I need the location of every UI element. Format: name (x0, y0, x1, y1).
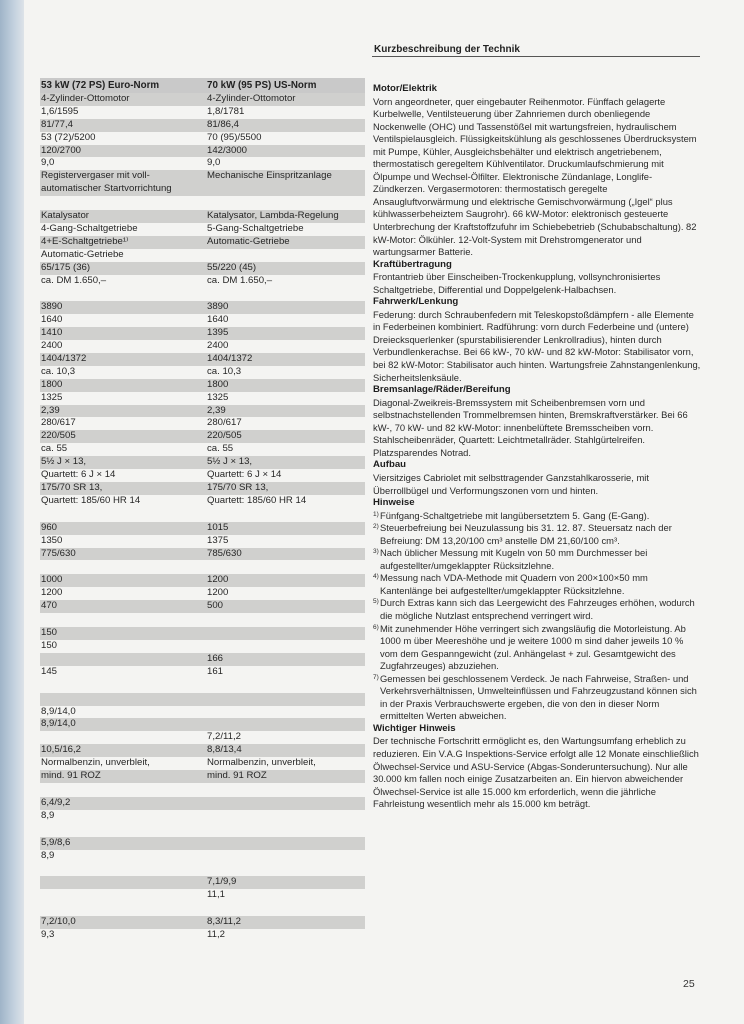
hinweise-heading: Hinweise (373, 497, 415, 509)
cell-euro: Automatic-Getriebe (41, 248, 124, 260)
table-row (40, 132, 365, 145)
cell-euro: 1404/1372 (41, 353, 87, 365)
cell-euro: 470 (41, 600, 58, 612)
cell-us: ca. DM 1.650,– (207, 274, 273, 286)
spec-table-header (40, 78, 365, 93)
cell-euro: 81/77,4 (41, 118, 74, 130)
cell-us: 11,1 (207, 889, 225, 901)
cell-euro: 280/617 (41, 417, 76, 429)
footnote-number: 2) (373, 523, 379, 531)
table-row (40, 443, 365, 456)
cell-euro: Normalbenzin, unverbleit, (41, 757, 150, 769)
header-us-norm: 70 kW (95 PS) US-Norm (207, 80, 317, 91)
page-binding-edge (0, 0, 26, 1024)
cell-euro: 5,9/8,6 (41, 836, 71, 848)
table-row (40, 314, 365, 327)
table-row (40, 495, 365, 508)
table-row (40, 770, 365, 783)
spec-table-rows (40, 93, 365, 942)
table-row (40, 744, 365, 757)
cell-us: 7,1/9,9 (207, 876, 237, 888)
cell-us: 1015 (207, 521, 229, 533)
cell-euro: 150 (41, 627, 58, 639)
cell-us (207, 706, 365, 719)
table-spacer (40, 196, 365, 210)
cell-us (207, 718, 365, 731)
cell-us: mind. 91 ROZ (207, 769, 267, 781)
cell-us: Quartett: 6 J × 14 (207, 469, 282, 481)
cell-euro: 1350 (41, 534, 63, 546)
footnote (373, 522, 703, 547)
table-row (40, 469, 365, 482)
cell-us: 161 (207, 665, 224, 677)
section-body: Vorn angeordneter, quer eingebauter Reihenmotor. Fünffach gelagerte Kurbelwelle, Ventilsteuerung über Zahnriemen durch obenliegende Nockenwelle (OHC) und Tassenstößel mit wartungsfreien, hydraulischem Ventilspielausgleich. Flüssigkeitskühlung als geschlossenes Überdrucksystem mit Pumpe, Kühler, Ausgleichsbehälter und elektrisch angetriebenem, thermostatisch geregeltem Kühlventilator. Druckumlaufschmierung mit Ölpumpe und Wechsel-Ölfilter. Elektronische Zündanlage, Longlife-Zündkerzen. Vergasermotoren: thermostatisch geregelte Ansaugluftvorwärmung und elektrische Gemischvorwärmung („Igel“ plus kühlwasserbeheiztem Saugrohr). 66 kW-Motor: elektronisch gesteuerte Unterbrechung der Kraftstoffzufuhr im Schiebebetrieb (Schubabschaltung). 82 kW-Motor: Ölkühler. 12-Volt-System mit Drehstromgenerator und wartungsarmer Batterie. (373, 95, 697, 258)
footnote-text: Mit zunehmender Höhe verringert sich zwangsläufig die Motorleistung. Ab 1000 m über Meereshöhe und je weitere 1000 m sind daher jeweils 10 % vom dem Gespanngewicht (zul. Anhängelast + zul. Gesamtgewicht des Zugfahrzeuges) abzuziehen. (380, 622, 686, 672)
cell-us (207, 640, 365, 653)
cell-us: 1325 (207, 391, 229, 403)
cell-euro: ca. 55 (41, 443, 68, 455)
table-row (40, 183, 365, 196)
table-row (40, 522, 365, 535)
cell-us: 280/617 (207, 417, 242, 429)
wichtiger-hinweis-body: Der technische Fortschritt ermöglicht es, den Wartungsumfang erheblich zu reduzieren. Ein V.A.G Inspektions-Service erfolgt alle 12 Monate einschließlich Ölwechsel-Service und ASU-Service (Abgas-Sonderuntersuchung). Nur alle 30.000 km fallen noch einige Zusatzarbeiten an. Ein hiervon abweichender Ölwechsel-Service ist alle 15.000 km erforderlich, wenn die jährliche Fahrleistung wesentlich mehr als 15.000 km beträgt. (373, 735, 699, 810)
cell-euro: 175/70 SR 13, (41, 481, 103, 493)
cell-euro: 8,9 (41, 809, 55, 821)
cell-us (207, 693, 365, 706)
table-row (40, 106, 365, 119)
cell-euro: 960 (41, 521, 58, 533)
cell-us: 220/505 (207, 430, 242, 442)
table-row (40, 249, 365, 262)
cell-us: 1800 (207, 378, 229, 390)
footnote-text: Fünfgang-Schaltgetriebe mit langübersetztem 5. Gang (E-Gang). (380, 509, 650, 521)
cell-euro: 2,39 (41, 404, 60, 416)
cell-us (207, 249, 365, 262)
cell-euro: 1,6/1595 (41, 105, 79, 117)
table-row (40, 223, 365, 236)
table-spacer (40, 613, 365, 627)
table-row (40, 275, 365, 288)
table-row (40, 353, 365, 366)
table-spacer (40, 679, 365, 693)
cell-us: 3890 (207, 301, 229, 313)
footnote (373, 510, 703, 523)
cell-us: ca. 55 (207, 443, 234, 455)
cell-us: 8,3/11,2 (207, 916, 241, 928)
cell-us: 500 (207, 600, 224, 612)
table-row (40, 301, 365, 314)
table-row (40, 535, 365, 548)
table-row (40, 392, 365, 405)
table-row (40, 366, 365, 379)
cell-euro: 145 (41, 665, 58, 677)
section-title: Kurzbeschreibung der Technik (374, 44, 520, 55)
table-row (40, 157, 365, 170)
cell-us: 2,39 (207, 404, 226, 416)
table-row (40, 236, 365, 249)
cell-euro: 8,9/14,0 (41, 705, 76, 717)
table-row (40, 757, 365, 770)
table-row (40, 640, 365, 653)
cell-euro: 1200 (41, 587, 63, 599)
cell-us: 1640 (207, 314, 229, 326)
footnote-number: 1) (373, 510, 379, 518)
cell-euro: 120/2700 (41, 144, 82, 156)
cell-us: 11,2 (207, 929, 225, 941)
footnote (373, 572, 703, 597)
tech-description (373, 83, 703, 811)
cell-euro: 4-Zylinder-Ottomotor (41, 93, 130, 104)
table-row (40, 548, 365, 561)
cell-us: 7,2/11,2 (207, 731, 241, 743)
cell-euro: automatischer Startvorrichtung (41, 183, 172, 195)
cell-us (207, 837, 365, 850)
cell-us (207, 850, 365, 863)
table-row (40, 379, 365, 392)
table-spacer (40, 287, 365, 301)
cell-us: Quartett: 185/60 HR 14 (207, 494, 307, 506)
header-euro-norm: 53 kW (72 PS) Euro-Norm (41, 80, 160, 91)
cell-us: 166 (207, 652, 224, 664)
section-heading: Fahrwerk/Lenkung (373, 296, 459, 308)
table-row (40, 262, 365, 275)
cell-us: Normalbenzin, unverbleit, (207, 757, 316, 769)
table-row (40, 810, 365, 823)
section-heading: Kraftübertragung (373, 258, 452, 270)
footnote-text: Gemessen bei geschlossenem Verdeck. Je nach Fahrweise, Straßen- und Verkehrsverhältnissen, Umwelteinflüssen und Fahrzeugzustand können sich in der Praxis Verbrauchswerte ergeben, die von den in dieser Norm ermittelten Werten abweichen. (380, 672, 697, 722)
cell-euro (40, 731, 207, 744)
table-row (40, 876, 365, 889)
footnote (373, 673, 703, 723)
cell-us: 1375 (207, 534, 229, 546)
cell-us: 1200 (207, 587, 229, 599)
footnote (373, 597, 703, 622)
cell-euro: Quartett: 185/60 HR 14 (41, 494, 141, 506)
cell-us: 1395 (207, 327, 229, 339)
cell-euro: 10,5/16,2 (41, 744, 82, 756)
footnote (373, 547, 703, 572)
cell-us: 1,8/1781 (207, 105, 245, 117)
cell-euro: 2400 (41, 340, 63, 352)
cell-us: 70 (95)/5500 (207, 131, 262, 143)
table-row (40, 889, 365, 902)
section-body: Diagonal-Zweikreis-Bremssystem mit Scheibenbremsen vorn und selbstnachstellenden Trommelbremsen hinten, Bremskraftverstärker. Bei 66 kW-, 70 kW- und 82 kW-Motor: innenbelüftete Bremsscheiben vorn. Stahlscheibenräder, Quartett: Leichtmetallräder. Stahlgürtelreifen. Platzsparendes Notrad. (373, 396, 688, 458)
section-heading: Aufbau (373, 459, 407, 471)
footnote-text: Messung nach VDA-Methode mit Quadern von 200×100×50 mm Kantenlänge bei aufgestellter/umgeklappter Rücksitzlehne. (380, 572, 648, 596)
cell-euro (40, 693, 207, 706)
table-row (40, 731, 365, 744)
cell-euro (40, 876, 207, 889)
table-row (40, 456, 365, 469)
footnote-number: 3) (373, 548, 379, 556)
cell-us: 55/220 (45) (207, 261, 257, 273)
cell-us: 142/3000 (207, 144, 248, 156)
table-row (40, 93, 365, 106)
cell-euro (40, 653, 207, 666)
cell-euro: Quartett: 6 J × 14 (41, 469, 116, 481)
table-spacer (40, 508, 365, 522)
spec-table (40, 78, 365, 942)
cell-euro: 150 (41, 639, 58, 651)
cell-us: 9,0 (207, 157, 221, 169)
table-row (40, 600, 365, 613)
table-row (40, 574, 365, 587)
section-body: Frontantrieb über Einscheiben-Trockenkupplung, vollsynchronisiertes Schaltgetriebe, Differential und Doppelgelenk-Halbachsen. (373, 271, 661, 295)
table-row (40, 837, 365, 850)
table-row (40, 666, 365, 679)
cell-euro: mind. 91 ROZ (41, 769, 101, 781)
footnote-text: Steuerbefreiung bei Neuzulassung bis 31. 12. 87. Steuersatz nach der Befreiung: DM 13,20/100 cm³ anstelle DM 21,60/100 cm³. (380, 522, 672, 546)
section-heading: Motor/Elektrik (373, 83, 437, 94)
table-row (40, 210, 365, 223)
cell-euro (40, 889, 207, 902)
cell-us: 1200 (207, 574, 229, 586)
cell-us: Mechanische Einspritzanlage (207, 170, 332, 182)
cell-us: ca. 10,3 (207, 365, 242, 377)
table-row (40, 430, 365, 443)
table-row (40, 929, 365, 942)
cell-euro: ca. 10,3 (41, 365, 76, 377)
table-row (40, 145, 365, 158)
cell-euro: 220/505 (41, 430, 76, 442)
cell-euro: 8,9 (41, 849, 55, 861)
table-row (40, 916, 365, 929)
table-spacer (40, 560, 365, 574)
cell-euro: 1000 (41, 574, 63, 586)
title-rule (372, 56, 700, 57)
cell-us: 5-Gang-Schaltgetriebe (207, 223, 304, 235)
cell-euro: 4+E-Schaltgetriebe¹⁾ (41, 235, 129, 247)
cell-euro: 1410 (41, 327, 63, 339)
table-spacer (40, 783, 365, 797)
cell-euro: 53 (72)/5200 (41, 131, 96, 143)
cell-us: 785/630 (207, 547, 242, 559)
table-spacer (40, 902, 365, 916)
cell-us (207, 810, 365, 823)
table-row (40, 797, 365, 810)
cell-us (207, 183, 365, 196)
cell-us: 1404/1372 (207, 353, 253, 365)
table-row (40, 653, 365, 666)
table-row (40, 706, 365, 719)
table-row (40, 482, 365, 495)
footnote-text: Durch Extras kann sich das Leergewicht des Fahrzeuges erhöhen, wodurch die mögliche Nutzlast entsprechend verringert wird. (380, 597, 695, 621)
cell-euro: 1325 (41, 391, 63, 403)
cell-euro: Registervergaser mit voll- (41, 170, 150, 182)
cell-us: 2400 (207, 340, 229, 352)
cell-euro: 65/175 (36) (41, 261, 91, 273)
table-row (40, 693, 365, 706)
footnote-text: Nach üblicher Messung mit Kugeln von 50 mm Durchmesser bei aufgestellter/umgeklappter Rücksitzlehne. (380, 547, 648, 571)
cell-us: 8,8/13,4 (207, 744, 242, 756)
cell-euro: 7,2/10,0 (41, 916, 76, 928)
cell-euro: 9,3 (41, 929, 55, 941)
table-row (40, 327, 365, 340)
cell-euro: 3890 (41, 301, 63, 313)
table-row (40, 850, 365, 863)
table-row (40, 119, 365, 132)
cell-euro: 1640 (41, 314, 63, 326)
table-row (40, 170, 365, 183)
footnote (373, 623, 703, 673)
table-row (40, 340, 365, 353)
table-spacer (40, 823, 365, 837)
cell-us: 81/86,4 (207, 118, 240, 130)
cell-euro: ca. DM 1.650,– (41, 274, 107, 286)
cell-euro: 5½ J × 13, (41, 456, 87, 468)
cell-us (207, 627, 365, 640)
table-row (40, 627, 365, 640)
cell-us: 5½ J × 13, (207, 456, 253, 468)
footnote-number: 5) (373, 598, 379, 606)
cell-euro: Katalysator (41, 210, 89, 222)
wichtiger-hinweis-heading: Wichtiger Hinweis (373, 722, 456, 734)
cell-euro: 1800 (41, 378, 63, 390)
cell-us: Automatic-Getriebe (207, 235, 290, 247)
footnote-number: 7) (373, 673, 379, 681)
cell-us: Katalysator, Lambda-Regelung (207, 210, 339, 222)
cell-euro: 9,0 (41, 157, 55, 169)
cell-euro: 6,4/9,2 (41, 796, 71, 808)
footnote-number: 6) (373, 623, 379, 631)
cell-us: 175/70 SR 13, (207, 481, 269, 493)
section-body: Federung: durch Schraubenfedern mit Teleskopstoßdämpfern - alle Elemente in Federbeinen kombiniert. Radführung: vorn durch Federbeine und (untere) Dreiecksquerlenker (spurstabilisierender Lenkrollradius), hinten durch Verbundlenkerachse. Bei 66 kW-, 70 kW- und 82 kW-Motor: Stabilisator vorn, bei 82 kW-Motor: Stabilisator auch hinten. Wartungsfreie Zahnstangenlenkung, Sicherheitslenksäule. (373, 308, 701, 383)
table-spacer (40, 862, 365, 876)
cell-euro: 8,9/14,0 (41, 718, 76, 730)
table-row (40, 718, 365, 731)
cell-euro: 775/630 (41, 547, 76, 559)
section-heading: Bremsanlage/Räder/Bereifung (373, 384, 511, 396)
table-row (40, 587, 365, 600)
cell-us (207, 797, 365, 810)
footnote-number: 4) (373, 573, 379, 581)
table-row (40, 417, 365, 430)
table-row (40, 405, 365, 418)
page-number: 25 (683, 978, 695, 990)
cell-euro: 4-Gang-Schaltgetriebe (41, 223, 138, 235)
cell-us: 4-Zylinder-Ottomotor (207, 93, 296, 104)
section-body: Viersitziges Cabriolet mit selbsttragender Ganzstahlkarosserie, mit Überrollbügel und Verformungszonen vorn und hinten. (373, 471, 649, 496)
